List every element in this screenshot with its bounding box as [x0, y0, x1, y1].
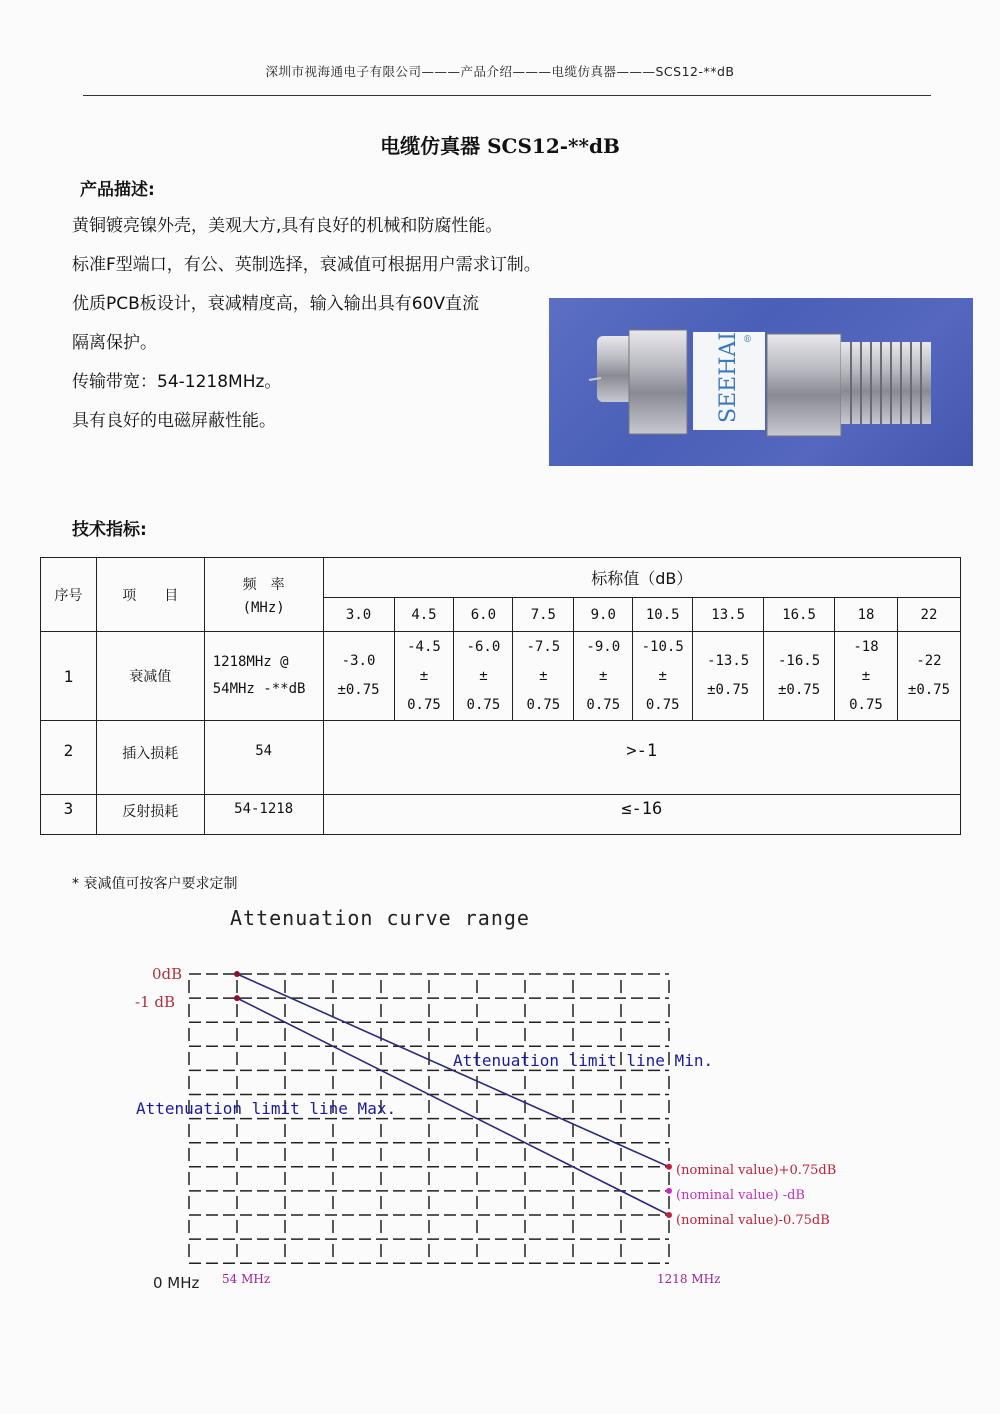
attenuation-tolerance: ±0.75: [337, 682, 380, 698]
running-header: 深圳市视海通电子有限公司———产品介绍———电缆仿真器———SCS12-**dB: [265, 64, 735, 79]
description-line: 优质PCB板设计，衰减精度高，输入输出具有60V直流: [72, 294, 480, 314]
row-frequency-line2: 54MHz -**dB: [212, 681, 306, 697]
plus-minus-sign: ±: [658, 667, 667, 684]
plus-minus-sign: ±: [419, 667, 429, 684]
header-index: 序号: [41, 558, 97, 632]
row-index: 1: [41, 632, 97, 721]
nominal-value: 4.5: [394, 598, 454, 632]
row-value: >-1: [323, 721, 960, 795]
end-label-plus: (nominal value)+0.75dB: [676, 1163, 837, 1178]
attenuation-nominal: -9.0: [586, 638, 621, 655]
data-point: [666, 1164, 672, 1170]
attenuation-nominal: -7.5: [526, 638, 561, 655]
attenuation-nominal: -22: [916, 653, 942, 669]
attenuation-nominal: -3.0: [341, 653, 376, 669]
nominal-value: 9.0: [574, 598, 633, 632]
customization-note: * 衰减值可按客户要求定制: [72, 876, 238, 892]
header-nominal: 标称值（dB）: [323, 558, 960, 598]
attenuation-tolerance: 0.75: [645, 696, 680, 713]
row-item: 衰减值: [96, 632, 204, 721]
row-index: 2: [41, 721, 97, 795]
description-line: 标准F型端口，有公、英制选择，衰减值可根据用户需求订制。: [72, 255, 541, 275]
row-frequency-line1: 1218MHz @: [212, 654, 289, 670]
data-point: [666, 1188, 672, 1194]
specs-heading: 技术指标:: [72, 520, 147, 540]
attenuation-tolerance: 0.75: [849, 696, 883, 713]
x-tick-label: 54 MHz: [222, 1272, 271, 1286]
end-label-minus: (nominal value)-0.75dB: [676, 1213, 830, 1228]
nominal-value: 13.5: [693, 598, 764, 632]
row-value: ≤-16: [323, 795, 960, 835]
header-frequency-label: 频 率: [242, 576, 285, 593]
series-label-min: Attenuation limit line Min.: [453, 1051, 714, 1070]
series-label-max: Attenuation limit line Max.: [136, 1099, 397, 1118]
document-title: 电缆仿真器 SCS12-**dB: [380, 134, 620, 158]
attenuation-tolerance: ±0.75: [707, 682, 750, 698]
plus-minus-sign: ±: [599, 667, 608, 684]
attenuation-nominal: -13.5: [707, 653, 750, 669]
chart-grid: [189, 974, 669, 1263]
attenuation-nominal: -6.0: [466, 638, 501, 655]
plus-minus-sign: ±: [479, 667, 488, 684]
description-heading: 产品描述:: [80, 180, 155, 200]
plus-minus-sign: ±: [861, 667, 871, 684]
description-line: 传输带宽：54-1218MHz。: [72, 372, 282, 392]
nominal-value: 6.0: [454, 598, 513, 632]
description-line: 隔离保护。: [72, 333, 157, 353]
y-tick-label: 0dB: [152, 965, 183, 983]
attenuation-tolerance: 0.75: [586, 696, 621, 713]
description-line: 黄铜镀亮镍外壳，美观大方,具有良好的机械和防腐性能。: [72, 216, 503, 236]
header-item: 项 目: [96, 558, 204, 632]
x-tick-label: 1218 MHz: [657, 1272, 721, 1286]
attenuation-nominal: -4.5: [407, 638, 441, 655]
end-label-nominal: (nominal value) -dB: [676, 1188, 805, 1203]
attenuation-tolerance: ±0.75: [907, 682, 951, 698]
nominal-value: 10.5: [633, 598, 693, 632]
attenuation-tolerance: 0.75: [466, 696, 501, 713]
nominal-value: 18: [835, 598, 898, 632]
attenuation-tolerance: ±0.75: [777, 682, 821, 698]
nominal-value: 16.5: [764, 598, 835, 632]
plus-minus-sign: ±: [539, 667, 548, 684]
trademark-mark: ®: [743, 335, 752, 345]
row-item: 反射损耗: [96, 795, 204, 835]
description-line: 具有良好的电磁屏蔽性能。: [72, 411, 276, 431]
nominal-value: 7.5: [513, 598, 574, 632]
x-tick-label: 0 MHz: [153, 1274, 200, 1292]
row-frequency: 54-1218: [204, 795, 323, 835]
row-index: 3: [41, 795, 97, 835]
attenuation-nominal: -18: [853, 638, 879, 655]
data-point: [234, 995, 240, 1001]
y-tick-label: -1 dB: [135, 993, 176, 1011]
attenuation-tolerance: 0.75: [407, 696, 441, 713]
attenuation-tolerance: 0.75: [526, 696, 561, 713]
header-frequency-unit: (MHz): [242, 599, 285, 616]
nominal-value: 3.0: [323, 598, 394, 632]
attenuation-nominal: -16.5: [777, 653, 821, 669]
attenuation-nominal: -10.5: [641, 638, 684, 655]
nominal-value: 22: [897, 598, 960, 632]
chart-title: Attenuation curve range: [230, 906, 530, 930]
row-item: 插入损耗: [96, 721, 204, 795]
row-frequency: 54: [204, 721, 323, 795]
data-point: [666, 1212, 672, 1218]
data-point: [234, 971, 240, 977]
brand-label: SEEHAI: [716, 332, 741, 423]
